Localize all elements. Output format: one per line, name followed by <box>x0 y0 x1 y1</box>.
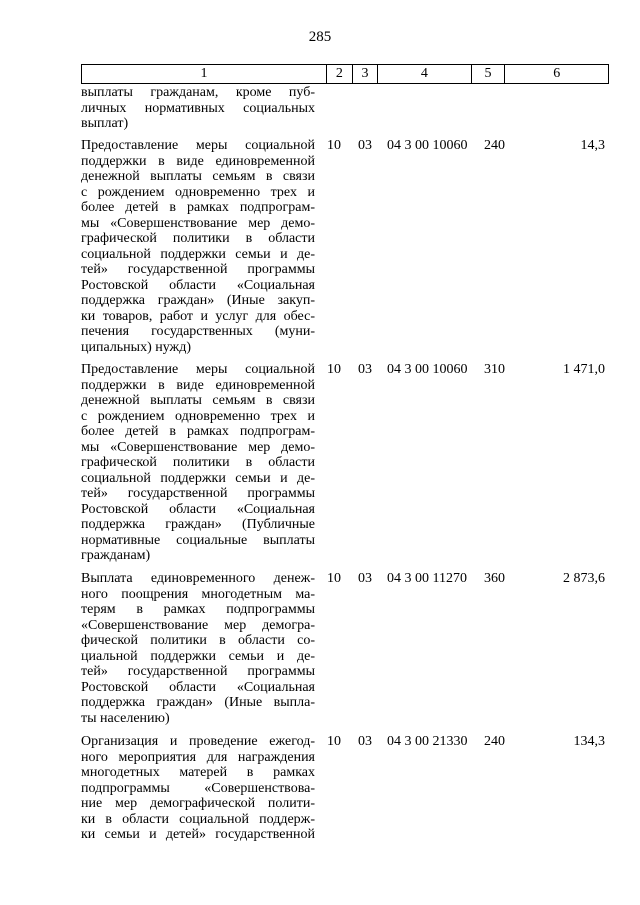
description-line: подпрограммы «Совершенствова- <box>81 780 315 796</box>
description-line: ние мер демографической полити- <box>81 796 315 811</box>
description-line: с рождением одновременно трех и <box>81 184 315 200</box>
description-line: печения государственных (муни- <box>81 324 315 339</box>
row-description <box>81 138 315 355</box>
description-line: денежной выплаты семьям в связи <box>81 393 315 408</box>
row-description <box>81 571 315 726</box>
description-line: ного мероприятия для награждения <box>81 749 315 765</box>
column-header-6: 6 <box>505 65 609 84</box>
amount: 14,3 <box>580 138 605 153</box>
column-header-5: 5 <box>471 65 505 84</box>
target-article-code: 04 3 00 10060 <box>387 362 468 377</box>
description-line: выплаты гражданам, кроме пуб- <box>81 85 315 100</box>
column-header-1: 1 <box>82 65 327 84</box>
description-line: ки семьи и детей» государственной <box>81 827 315 842</box>
description-line: многодетных матерей в рамках <box>81 765 315 780</box>
description-line: Ростовской области «Социальная <box>81 277 315 293</box>
description-line: нормативные социальные выплаты <box>81 532 315 548</box>
description-line: графической политики в области <box>81 231 315 246</box>
subsection-code: 03 <box>358 138 372 153</box>
description-line: социальной поддержки семьи и де- <box>81 470 315 486</box>
expense-type-code: 240 <box>484 138 505 153</box>
expense-type-code: 240 <box>484 734 505 749</box>
continuation-description <box>81 85 315 132</box>
description-line: терям в рамках подпрограммы <box>81 602 315 617</box>
description-line: социальной поддержки семьи и де- <box>81 246 315 262</box>
amount: 2 873,6 <box>563 571 605 586</box>
description-line: поддержка граждан» (Иные выпла- <box>81 695 315 710</box>
description-line: ки товаров, работ и услуг для обес- <box>81 308 315 324</box>
description-line: с рождением одновременно трех и <box>81 408 315 424</box>
description-line: «Совершенствование мер демогра- <box>81 617 315 633</box>
description-line: гражданам) <box>81 548 151 563</box>
description-line: ты населению) <box>81 710 170 726</box>
column-header-2: 2 <box>327 65 353 84</box>
section-code: 10 <box>327 138 341 153</box>
subsection-code: 03 <box>358 734 372 749</box>
expense-type-code: 360 <box>484 571 505 586</box>
section-code: 10 <box>327 571 341 586</box>
expense-type-code: 310 <box>484 362 505 377</box>
row-description <box>81 734 315 843</box>
row-description <box>81 362 315 564</box>
column-header-4: 4 <box>378 65 471 84</box>
description-line: Выплата единовременного денеж- <box>81 571 315 586</box>
description-line: фической политики в области со- <box>81 633 315 648</box>
section-code: 10 <box>327 362 341 377</box>
description-line: личных нормативных социальных <box>81 100 315 116</box>
description-line: мы «Совершенствование мер демо- <box>81 215 315 231</box>
description-line: более детей в рамках подпрограм- <box>81 200 315 215</box>
description-line: Ростовской области «Социальная <box>81 501 315 517</box>
description-line: поддержка граждан» (Иные закуп- <box>81 293 315 308</box>
description-line: Организация и проведение ежегод- <box>81 734 315 749</box>
amount: 1 471,0 <box>563 362 605 377</box>
column-header-row <box>81 64 609 84</box>
target-article-code: 04 3 00 21330 <box>387 734 468 749</box>
description-line: мы «Совершенствование мер демо- <box>81 439 315 455</box>
description-line: Предоставление меры социальной <box>81 138 315 153</box>
description-line: графической политики в области <box>81 455 315 470</box>
target-article-code: 04 3 00 10060 <box>387 138 468 153</box>
subsection-code: 03 <box>358 571 372 586</box>
description-line: выплат) <box>81 116 129 131</box>
page-number: 285 <box>308 29 332 45</box>
amount: 134,3 <box>573 734 605 749</box>
description-line: Предоставление меры социальной <box>81 362 315 377</box>
column-header-3: 3 <box>352 65 378 84</box>
description-line: Ростовской области «Социальная <box>81 679 315 695</box>
description-line: более детей в рамках подпрограм- <box>81 424 315 439</box>
target-article-code: 04 3 00 11270 <box>387 571 467 586</box>
description-line: тей» государственной программы <box>81 486 315 501</box>
description-line: циальной поддержки семьи и де- <box>81 648 315 664</box>
description-line: ципальных) нужд) <box>81 339 192 355</box>
section-code: 10 <box>327 734 341 749</box>
description-line: тей» государственной программы <box>81 262 315 277</box>
description-line: тей» государственной программы <box>81 664 315 679</box>
description-line: поддержка граждан» (Публичные <box>81 517 315 532</box>
description-line: поддержки в виде единовременной <box>81 153 315 169</box>
description-line: ного поощрения многодетным ма- <box>81 586 315 602</box>
description-line: денежной выплаты семьям в связи <box>81 169 315 184</box>
subsection-code: 03 <box>358 362 372 377</box>
description-line: поддержки в виде единовременной <box>81 377 315 393</box>
description-line: ки в области социальной поддерж- <box>81 811 315 827</box>
